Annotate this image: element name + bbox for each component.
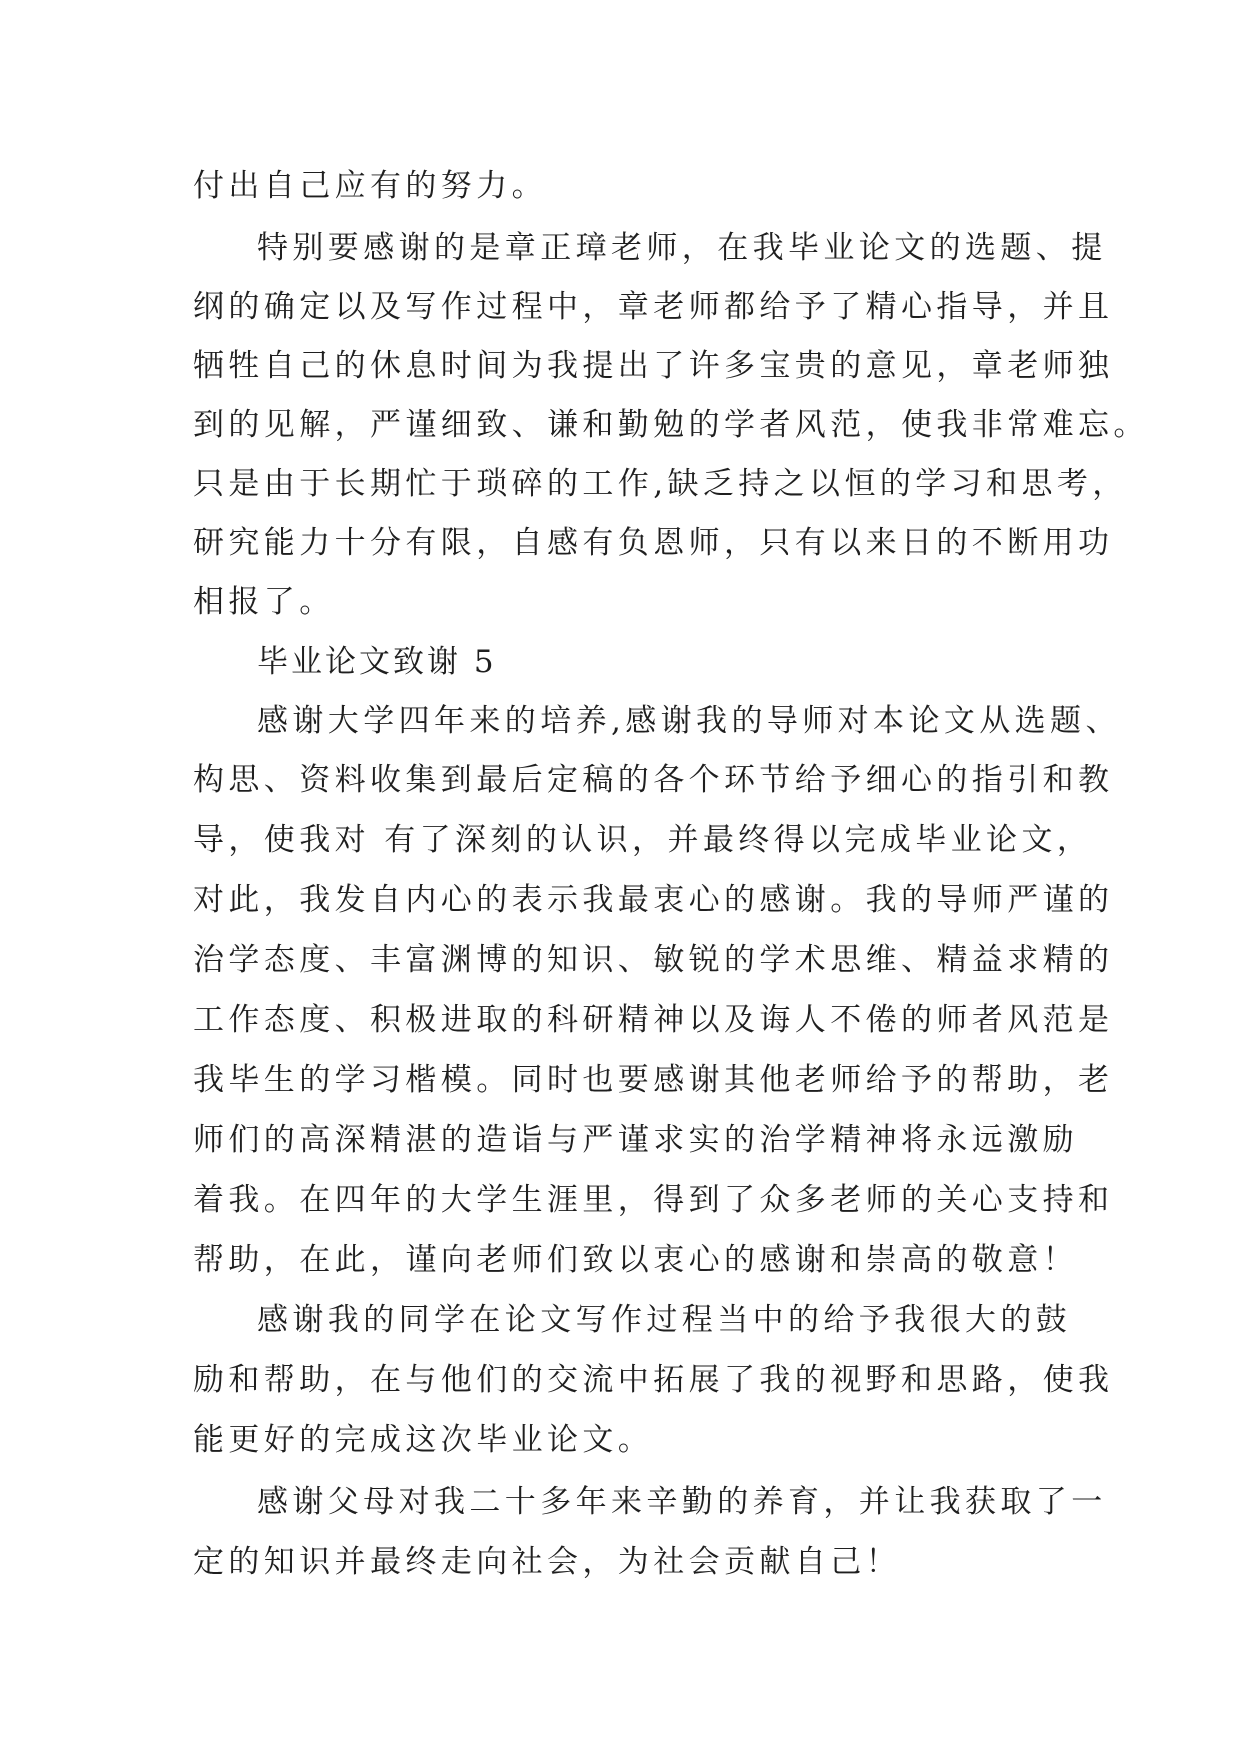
text-line: 工作态度、积极进取的科研精神以及诲人不倦的师者风范是 (193, 1002, 1114, 1038)
text-line: 感谢大学四年来的培养,感谢我的导师对本论文从选题、 (257, 703, 1121, 739)
text-line: 相报了。 (193, 584, 335, 620)
text-line: 纲的确定以及写作过程中，章老师都给予了精心指导，并且 (193, 289, 1114, 325)
text-line: 定的知识并最终走向社会，为社会贡献自己！ (193, 1544, 901, 1580)
text-line: 励和帮助，在与他们的交流中拓展了我的视野和思路，使我 (193, 1362, 1114, 1398)
text-line: 感谢我的同学在论文写作过程当中的给予我很大的鼓 (257, 1302, 1072, 1338)
text-line: 对此，我发自内心的表示我最衷心的感谢。我的导师严谨的 (193, 882, 1114, 918)
text-line: 付出自己应有的努力。 (193, 168, 547, 204)
text-line: 研究能力十分有限，自感有负恩师，只有以来日的不断用功 (193, 525, 1114, 561)
text-line: 治学态度、丰富渊博的知识、敏锐的学术思维、精益求精的 (193, 942, 1114, 978)
text-line: 特别要感谢的是章正璋老师，在我毕业论文的选题、提 (257, 230, 1107, 266)
text-line: 师们的高深精湛的造诣与严谨求实的治学精神将永远激励 (193, 1122, 1078, 1158)
text-line: 到的见解，严谨细致、谦和勤勉的学者风范，使我非常难忘。 (193, 407, 1149, 443)
text-line: 导，使我对 有了深刻的认识，并最终得以完成毕业论文， (193, 822, 1093, 858)
text-line: 牺牲自己的休息时间为我提出了许多宝贵的意见，章老师独 (193, 348, 1114, 384)
text-line: 构思、资料收集到最后定稿的各个环节给予细心的指引和教 (193, 762, 1114, 798)
text-line: 感谢父母对我二十多年来辛勤的养育，并让我获取了一 (257, 1484, 1107, 1520)
section-heading: 毕业论文致谢 5 (257, 644, 497, 680)
text-line: 能更好的完成这次毕业论文。 (193, 1422, 654, 1458)
text-line: 我毕生的学习楷模。同时也要感谢其他老师给予的帮助，老 (193, 1062, 1114, 1098)
text-line: 着我。在四年的大学生涯里，得到了众多老师的关心支持和 (193, 1182, 1114, 1218)
text-line: 帮助，在此，谨向老师们致以衷心的感谢和崇高的敬意！ (193, 1242, 1078, 1278)
text-line: 只是由于长期忙于琐碎的工作,缺乏持之以恒的学习和思考， (193, 466, 1128, 502)
